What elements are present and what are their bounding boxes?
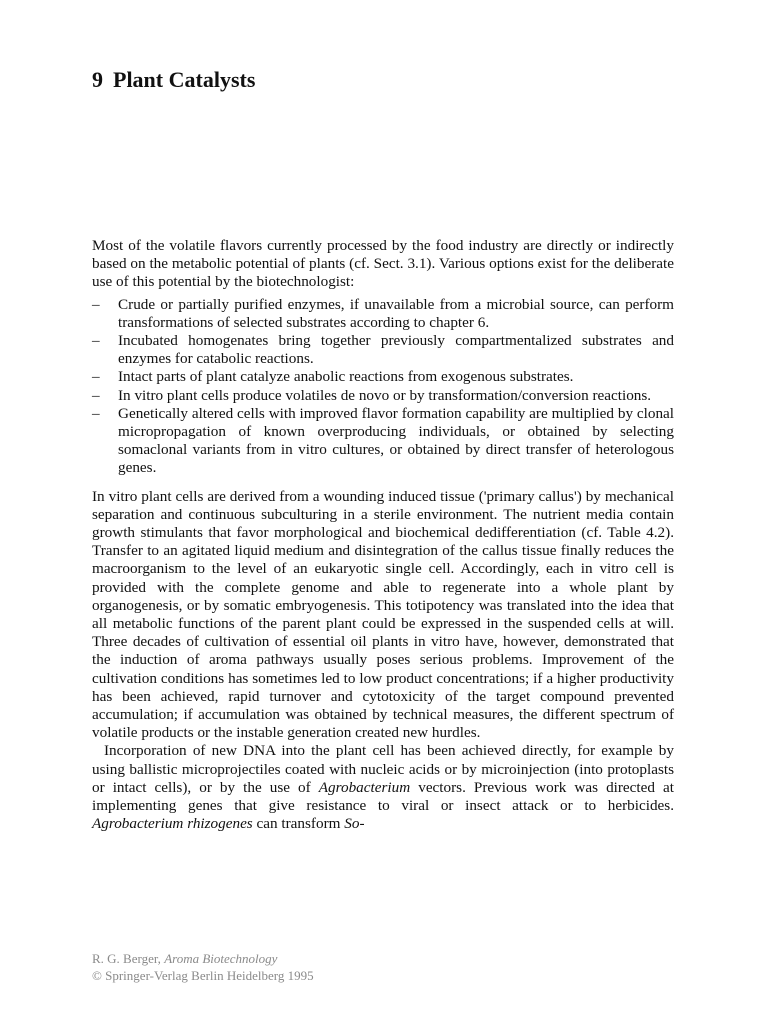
list-item-text: Genetically altered cells with improved flavor formation capability are multiplied by clonal micropropagation of known overproducing individuals, or obtained by selecting somaclonal variants from in vitro cultures, or obtained by direct transfer of heterologous genes. <box>118 404 674 477</box>
agrobacterium-rhizogenes-term: Agrobacterium rhizogenes <box>92 815 253 833</box>
citation-line <box>92 950 314 967</box>
list-item-text: Crude or partially purified enzymes, if unavailable from a microbial source, can perform transformations of selected substrates according to chapter 6. <box>118 295 674 331</box>
page-footer <box>92 950 314 984</box>
list-item <box>92 368 674 386</box>
dna-text-3: can transform <box>252 815 345 833</box>
dna-text-2: vectors. Previous work was directed at implementing genes that give resistance to viral or insect attack or to herbicides. <box>92 778 674 815</box>
book-title: Aroma Biotechnology <box>164 951 278 966</box>
list-item <box>92 296 674 332</box>
list-item <box>92 387 674 405</box>
copyright-line: © Springer-Verlag Berlin Heidelberg 1995 <box>92 968 314 983</box>
list-item <box>92 332 674 368</box>
agrobacterium-term: Agrobacterium <box>318 778 411 796</box>
options-list <box>92 296 674 478</box>
dash-bullet: – <box>92 295 100 313</box>
dash-bullet: – <box>92 404 100 422</box>
chapter-title-text: Plant Catalysts <box>113 67 256 92</box>
callus-paragraph: In vitro plant cells are derived from a wounding induced tissue ('primary callus') by mechanical separation and continuous subculturing in a sterile environment. The nutrient media contain growth stimulants that favor morphological and biochemical dedifferentiation (cf. Table 4.2). Transfer to an agitated liquid medium and disintegration of the callus tissue finally reduces the macroorganism to the level of an eukaryotic single cell. Accordingly, each in vitro cell is provided with the complete genome and able to regenerate into a whole plant by organogenesis, or by somatic embryogenesis. This totipotency was translated into the idea that all metabolic functions of the parent plant could be expressed in the suspended cells at will. Three decades of cultivation of essential oil plants in vitro have, however, demonstrated that the induction of aroma pathways usually poses serious problems. Improvement of the cultivation conditions has sometimes led to low product concentrations; if a higher productivity has been achieved, rapid turnover and cytotoxicity of the target compound prevented accumulation; if accumulation was obtained by technical measures, the different spectrum of volatile products or the instable generation created new hurdles. <box>92 487 674 742</box>
chapter-title <box>92 66 255 94</box>
author-name: R. G. Berger, <box>92 951 165 966</box>
dash-bullet: – <box>92 332 100 350</box>
body-text <box>92 237 674 834</box>
dna-paragraph <box>92 742 674 833</box>
intro-paragraph: Most of the volatile flavors currently processed by the food industry are directly or indirectly based on the metabolic potential of plants (cf. Sect. 3.1). Various options exist for the deliberate use of this potential by the biotechnologist: <box>92 237 674 291</box>
list-item-text: In vitro plant cells produce volatiles de novo or by transformation/conversion reactions. <box>118 386 652 404</box>
list-item <box>92 405 674 478</box>
chapter-number: 9 <box>92 67 103 92</box>
list-item-text: Intact parts of plant catalyze anabolic reactions from exogenous substrates. <box>118 368 574 386</box>
list-item-text: Incubated homogenates bring together previously compartmentalized substrates and enzymes for catabolic reactions. <box>118 332 674 368</box>
dash-bullet: – <box>92 368 100 386</box>
dna-text-1: Incorporation of new DNA into the plant cell has been achieved directly, for example by using ballistic microprojectiles coated with nucleic acids or by microinjection (into protoplasts or intact cells), or by the use of <box>92 742 674 796</box>
continued-term: So- <box>344 815 365 833</box>
dash-bullet: – <box>92 386 100 404</box>
